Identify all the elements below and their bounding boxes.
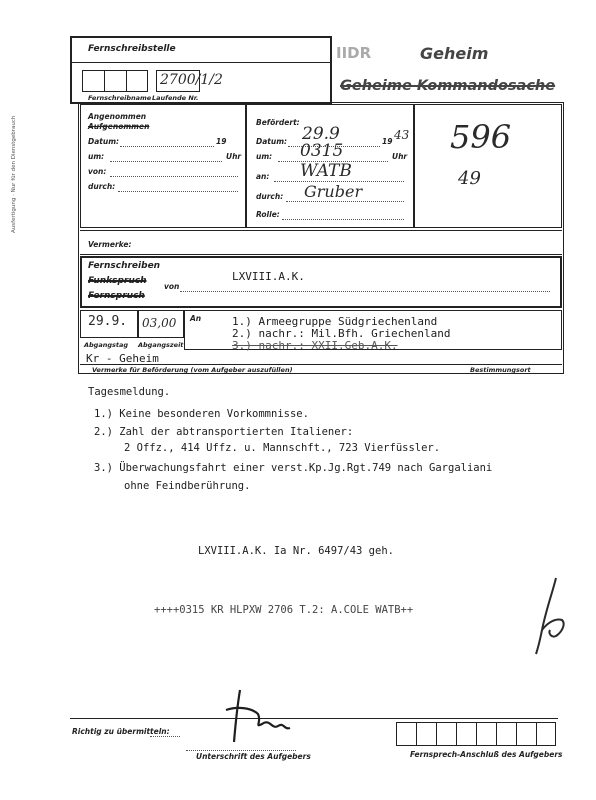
fernschreibname-label: Fernschreibname [88, 94, 152, 102]
an-label: An [190, 314, 202, 323]
teleprinter-line: ++++0315 KR HLPXW 2706 T.2: A.COLE WATB++ [154, 604, 414, 616]
forwarded-rolle-label: Rolle: [256, 210, 280, 219]
received-von-line [110, 176, 238, 177]
recipient-2: 2.) nachr.: Mil.Bfh. Griechenland [232, 327, 451, 340]
aufgenommen-label: Aufgenommen [88, 122, 150, 131]
abgangstag-label: Abgangstag [84, 341, 129, 349]
vermerke-bottom-line [80, 254, 562, 255]
forwarded-um-value: 0315 [300, 141, 344, 161]
stamp-fragment: IIDR [336, 44, 372, 62]
forwarded-datum-label: Datum: [256, 137, 288, 146]
fernsprech-cell-3 [456, 722, 457, 746]
dispatch-tag-value: 29.9. [88, 314, 128, 329]
forwarded-year-value: 43 [394, 128, 410, 142]
cell-divider-1 [104, 70, 105, 92]
vermerke-befoerderung-label: Vermerke für Beförderung (vom Aufgeber auszufüllen) [92, 366, 293, 374]
received-uhr-label: Uhr [226, 152, 242, 161]
laufende-nr-value: 2700/1/2 [160, 72, 223, 88]
forwarded-durch-label: durch: [256, 192, 284, 201]
fernsprech-cell-2 [436, 722, 437, 746]
fernspruch-label: Fernspruch [88, 291, 145, 301]
funkspruch-label: Funkspruch [88, 276, 147, 286]
side-note-text: Ausfertigung · Nur für den Dienstgebrauch [11, 115, 17, 233]
richtig-line [150, 736, 180, 737]
vermerke-top-line [80, 230, 562, 231]
footer-line [70, 718, 558, 719]
recipient-3: 3.) nachr.: XXII.Geb.A.K. [232, 339, 398, 352]
fernschreibstelle-label: Fernschreibstelle [88, 44, 176, 54]
number-box-sub: 49 [458, 168, 481, 189]
fernsprech-cell-5 [496, 722, 497, 746]
message-line-2: 2.) Zahl der abtransportierten Italiener: [94, 426, 354, 438]
recipient-1: 1.) Armeegruppe Südgriechenland [232, 315, 438, 328]
channel-von-line [180, 291, 550, 292]
geheim-title: Geheim [420, 44, 489, 63]
classification: Kr - Geheim [86, 352, 159, 365]
forwarded-datum-value: 29.9 [302, 124, 340, 144]
forwarded-durch-line [286, 201, 404, 202]
fernsprech-cell-4 [476, 722, 477, 746]
geheime-kommandosache-title: Geheime Kommandosache [340, 78, 556, 94]
bestimmungsort-label: Bestimmungsort [470, 366, 531, 374]
header-divider [70, 62, 332, 63]
fernschreibname-cells [82, 70, 148, 92]
forwarded-an-label: an: [256, 172, 270, 181]
cell-divider-2 [126, 70, 127, 92]
dispatch-zeit-value: 03,00 [142, 316, 177, 330]
fernsprech-cell-7 [536, 722, 537, 746]
received-datum-suffix: 19 [216, 137, 227, 146]
fernschreiben-label: Fernschreiben [88, 261, 161, 271]
channel-sender: LXVIII.A.K. [232, 270, 305, 283]
received-datum-line [120, 146, 214, 147]
laufende-nr-label: Laufende Nr. [152, 94, 199, 102]
received-von-label: von: [88, 167, 107, 176]
received-durch-line [118, 191, 238, 192]
received-durch-label: durch: [88, 182, 116, 191]
message-line-2b: 2 Offz., 414 Uffz. u. Mannschft., 723 Vierfüssler. [124, 442, 441, 454]
forwarded-rolle-line [282, 219, 404, 220]
received-um-label: um: [88, 152, 105, 161]
received-um-line [110, 161, 222, 162]
initials-signature [522, 574, 570, 658]
forwarded-um-label: um: [256, 152, 273, 161]
unterschrift-label: Unterschrift des Aufgebers [196, 752, 311, 761]
number-box-number: 596 [450, 118, 512, 156]
befoerdert-label: Befördert: [256, 118, 300, 127]
signature-line [186, 750, 296, 751]
befoerderung-line [80, 364, 562, 365]
angenommen-label: Angenommen [88, 112, 147, 121]
abgangszeit-label: Abgangszeit [138, 341, 184, 349]
fernsprech-cell-1 [416, 722, 417, 746]
forwarded-durch-value: Gruber [304, 182, 363, 201]
channel-von-label: von [164, 282, 180, 291]
fernsprech-label: Fernsprech-Anschluß des Aufgebers [410, 750, 563, 759]
fernsprech-cell-6 [516, 722, 517, 746]
main-signature [218, 688, 298, 750]
forwarded-uhr-label: Uhr [392, 152, 408, 161]
message-title: Tagesmeldung. [88, 386, 171, 398]
forwarded-datum-suffix: 19 [382, 137, 393, 146]
reference-number: LXVIII.A.K. Ia Nr. 6497/43 geh. [198, 545, 394, 557]
forwarded-an-value: WATB [300, 161, 352, 181]
vermerke-label: Vermerke: [88, 240, 132, 249]
message-line-3b: ohne Feindberührung. [124, 480, 251, 492]
richtig-label: Richtig zu übermitteln: [72, 727, 170, 736]
side-margin-note [4, 60, 17, 240]
message-line-3: 3.) Überwachungsfahrt einer verst.Kp.Jg.Rgt.749 nach Gargaliani [94, 462, 493, 474]
message-line-1: 1.) Keine besonderen Vorkommnisse. [94, 408, 309, 420]
received-datum-label: Datum: [88, 137, 120, 146]
